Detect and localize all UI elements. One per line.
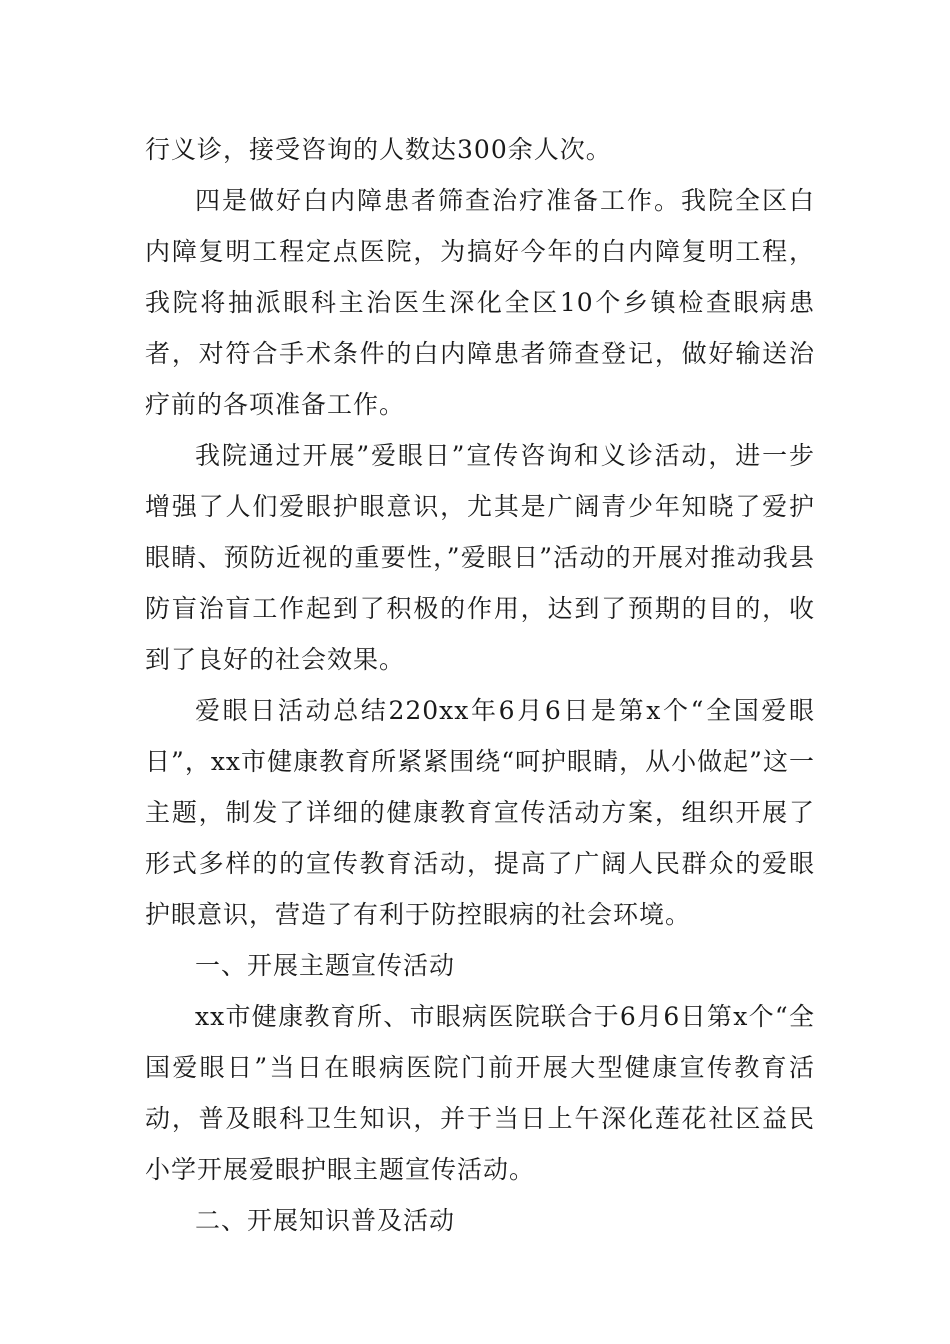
paragraph-6: xx市健康教育所、市眼病医院联合于6月6日第x个“全国爱眼日”当日在眼病医院门前开展大型健康宣传教育活动，普及眼科卫生知识，并于当日上午深化莲花社区益民小学开展爱眼护眼主题宣传活动。 (145, 1002, 815, 1184)
paragraph-4: 爱眼日活动总结220xx年6月6日是第x个“全国爱眼日”，xx市健康教育所紧紧围绕“呵护眼睛，从小做起”这一主题，制发了详细的健康教育宣传活动方案，组织开展了形式多样的的宣传教育活动，提高了广阔人民群众的爱眼护眼意识，营造了有利于防控眼病的社会环境。 (145, 696, 815, 929)
section-heading-2: 二、开展知识普及活动 (195, 1206, 456, 1235)
paragraph-2: 四是做好白内障患者筛查治疗准备工作。我院全区白内障复明工程定点医院，为搞好今年的白内障复明工程，我院将抽派眼科主治医生深化全区10个乡镇检查眼病患者，对符合手术条件的白内障患者筛查登记，做好输送治疗前的各项准备工作。 (145, 186, 815, 419)
paragraph-3: 我院通过开展”爱眼日”宣传咨询和义诊活动，进一步增强了人们爱眼护眼意识，尤其是广阔青少年知晓了爱护眼睛、预防近视的重要性，”爱眼日”活动的开展对推动我县防盲治盲工作起到了积极的作用，达到了预期的目的，收到了良好的社会效果。 (145, 441, 815, 674)
paragraph-1: 行义诊，接受咨询的人数达300余人次。 (145, 135, 612, 164)
section-heading-1: 一、开展主题宣传活动 (195, 951, 456, 980)
document-body (145, 124, 815, 1246)
